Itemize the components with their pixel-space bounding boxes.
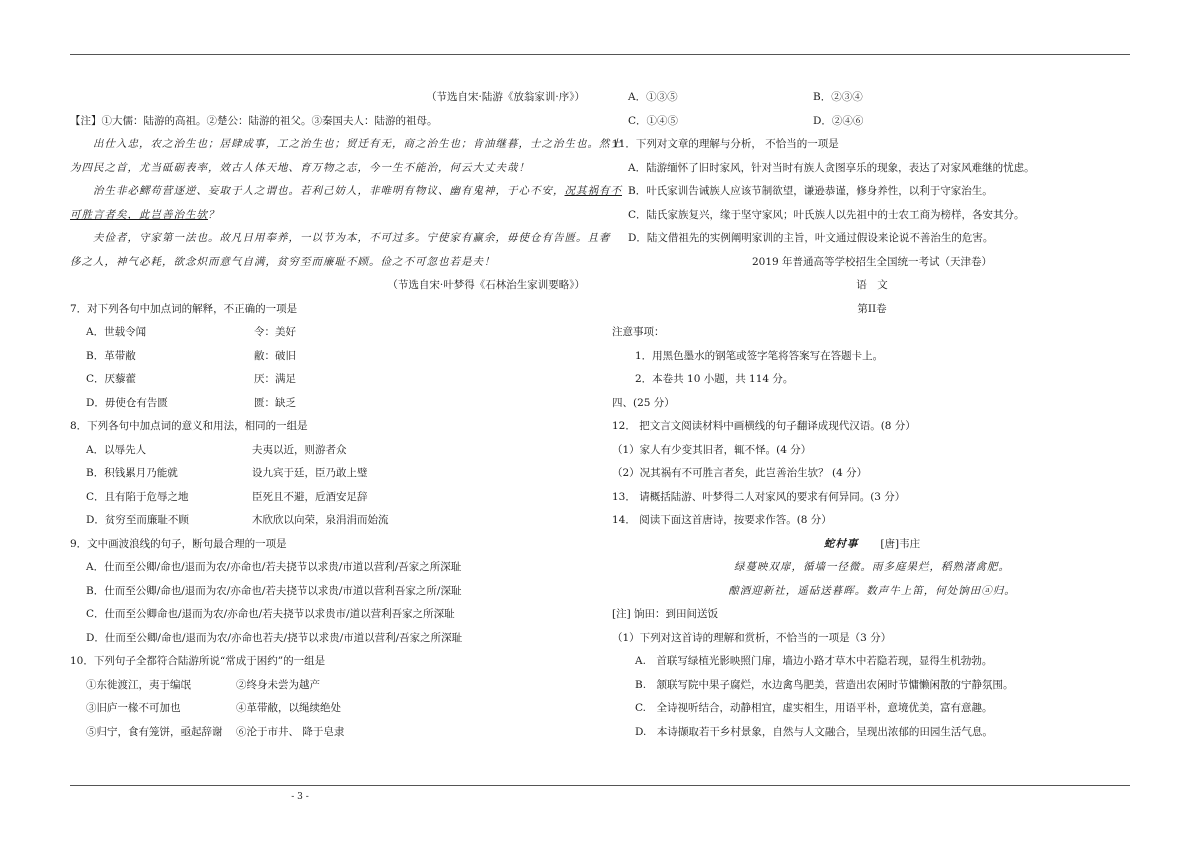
- question-8: 8．下列各句中加点词的意义和用法，相同的一组是: [70, 420, 308, 432]
- option-row: A．陆游缅怀了旧时家风，针对当时有族人贪图享乐的现象，表达了对家风难继的忧虑。: [628, 161, 1035, 174]
- passage-line: 夫俭者，守家第一法也。故凡日用奉养，一以节为本，不可过多。宁使家有赢余，毋使仓有告匮。且奢: [93, 232, 611, 244]
- option-row: [70, 439, 585, 463]
- passage-text: 治生非必鳏苟营逐逆、妄取于人之谓也。若利己妨人，非唯明有物议、幽有鬼神，于心不安，: [93, 185, 565, 197]
- sentence-item: ①东徙渡江，夷于编氓: [86, 678, 191, 691]
- sentence-pair: [70, 674, 585, 698]
- question-10: 10．下列句子全都符合陆游所说“常成于困约”的一组是: [70, 655, 326, 667]
- option-row: D．仕而至公卿/命也/退而为农/亦命也若夫/挠节以求贵/市道以营利/吾家之所深耻: [86, 631, 463, 644]
- subject-title: 语 文: [856, 279, 888, 291]
- sentence-pair: [70, 721, 585, 745]
- option-text: B．②③④: [813, 91, 863, 103]
- option-row: [70, 462, 585, 486]
- option-explanation: 敝：破旧: [254, 349, 296, 362]
- option-compare: 夫夷以近，则游者众: [252, 443, 347, 456]
- option-text: A．以辱先人: [86, 443, 147, 456]
- passage-line: 侈之人，神气必耗，欲念炽而意气自满，贫穷至而廉耻不顾。俭之不可忽也若是夫！: [70, 255, 496, 268]
- notice-heading: 注意事项：: [612, 326, 665, 338]
- notice-item: 1．用黑色墨水的钢笔或签字笔将答案写在答题卡上。: [635, 349, 884, 362]
- sentence-pair: [70, 697, 585, 721]
- option-row: [612, 86, 1132, 110]
- poem-author: [唐]韦庄: [880, 537, 921, 550]
- poem-note: [注] 饷田：到田间送饭: [612, 608, 719, 620]
- source-citation: （节选自宋·陆游《放翁家训·序》）: [426, 91, 585, 103]
- option-row: [612, 110, 1132, 134]
- question-9: 9．文中画波浪线的句子，断句最合理的一项是: [70, 537, 287, 550]
- sentence-item: ②终身未尝为越产: [236, 678, 320, 691]
- sub-question: （1）家人有少变其旧者，辄不怿。(4 分）: [612, 443, 812, 456]
- left-column: [70, 86, 622, 744]
- right-column: [612, 86, 1132, 744]
- sentence-item: ③旧庐一椽不可加也: [86, 702, 181, 714]
- option-row: [70, 345, 585, 369]
- option-row: [70, 321, 585, 345]
- question-14: 14． 阅读下面这首唐诗，按要求作答。(8 分）: [612, 514, 832, 526]
- option-row: [70, 486, 585, 510]
- option-row: C．仕而至公卿命也/退而为农/亦命也/若夫挠节以求贵市/道以营利吾家之所深耻: [86, 608, 455, 620]
- notice-item: 2．本卷共 10 小题，共 114 分。: [635, 373, 794, 385]
- option-row: D．陆文借祖先的实例阐明家训的主旨，叶文通过假设来论说不善治生的危害。: [628, 232, 994, 244]
- option-compare: 臣死且不避，卮酒安足辞: [252, 490, 368, 503]
- option-text: B．积钱累月乃能就: [86, 467, 178, 479]
- passage-line: 出仕入忠，农之治生也；居肆成事，工之治生也；贸迁有无，商之治生也；肯油继暮，士之治生也。然士: [93, 138, 622, 150]
- option-text: C．厌藜藿: [86, 373, 137, 385]
- option-row: B. 颔联写院中果子腐烂，水边禽鸟肥美，营造出农闲时节慵懒闲散的宁静氛围。: [635, 678, 1014, 691]
- option-row: [70, 392, 585, 416]
- option-row: C. 全诗视听结合，动静相宜，虚实相生，用语平朴，意境优美，富有意趣。: [635, 702, 993, 714]
- option-row: D. 本诗撷取若干乡村景象，自然与人文融合，呈现出浓郁的田园生活气息。: [635, 725, 993, 738]
- section-heading: 四、(25 分）: [612, 396, 675, 409]
- option-explanation: 令：美好: [254, 326, 296, 338]
- option-compare: 木欣欣以向荣，泉涓涓而始流: [252, 514, 389, 526]
- poem-title: 蛇村事: [823, 537, 859, 550]
- passage-text: ？: [208, 208, 220, 221]
- question-12: 12． 把文言文阅读材料中画横线的句子翻译成现代汉语。(8 分）: [612, 420, 916, 432]
- option-text: D．②④⑥: [813, 114, 864, 127]
- option-text: B．革带敝: [86, 349, 136, 362]
- option-text: D．贫穷至而廉耻不顾: [86, 514, 189, 526]
- question-7: 7．对下列各句中加点词的解释，不正确的一项是: [70, 302, 298, 315]
- underlined-sentence: 可胜言者矣，此岂善治生欤: [70, 208, 208, 221]
- volume-title: 第II卷: [857, 302, 887, 315]
- annotation-note: 【注】①大儒：陆游的高祖。②楚公：陆游的祖父。③秦国夫人：陆游的祖母。: [70, 114, 438, 127]
- sub-question: （2）况其祸有不可胜言者矣，此岂善治生欤？ (4 分）: [612, 467, 868, 479]
- option-row: A．仕而至公卿/命也/退而为农/亦命也/若夫挠节以求贵/市道以营利/吾家之所深耻: [86, 561, 462, 573]
- option-text: C．且有陷于危辱之地: [86, 490, 189, 503]
- poem-line: 绿蔓映双扉，循墙一径微。雨多庭果烂，稻熟渚禽肥。: [734, 561, 1010, 573]
- sub-question: （1）下列对这首诗的理解和赏析，不恰当的一项是（3 分）: [612, 631, 892, 644]
- source-citation: （节选自宋·叶梦得《石林治生家训要略》）: [387, 279, 585, 291]
- option-text: A．世载令闻: [86, 326, 147, 338]
- question-11: 11．下列对文章的理解与分析， 不恰当的一项是: [612, 138, 839, 150]
- sentence-item: ⑥沦于市井、 降于皂隶: [236, 725, 345, 738]
- question-13: 13． 请概括陆游、叶梦得二人对家风的要求有何异同。(3 分）: [612, 490, 906, 503]
- sentence-item: ⑤归宁，食有笼饼，亟起辞谢: [86, 725, 223, 738]
- passage-line: [70, 180, 622, 204]
- option-row: [70, 509, 585, 533]
- option-text: A．①③⑤: [628, 91, 678, 103]
- option-row: B．仕而至公卿/命也/退而为农/亦命也/若夫挠节以求贵/市道以营利吾家之所/深耻: [86, 584, 462, 597]
- underlined-sentence: 况其祸有不: [564, 185, 622, 197]
- sentence-item: ④革带敝，以绳续绝处: [236, 702, 341, 714]
- option-explanation: 匮：缺乏: [254, 396, 296, 409]
- poem-heading: [612, 533, 1132, 557]
- option-text: C．①④⑤: [628, 114, 679, 127]
- option-text: D．毋使仓有告匮: [86, 396, 168, 409]
- option-row: C．陆氏家族复兴，缘于坚守家风；叶氏族人以先祖中的士农工商为榜样，各安其分。: [628, 208, 1025, 221]
- exam-title: 2019 年普通高等学校招生全国统一考试（天津卷）: [751, 255, 993, 268]
- option-row: [70, 368, 585, 392]
- option-compare: 设九宾于廷，臣乃敢上璧: [252, 467, 368, 479]
- poem-line: 酿酒迎新社，遥砧送暮晖。数声牛上笛，何处饷田ⓐ归。: [728, 584, 1016, 597]
- passage-line: [70, 204, 585, 228]
- page-number: - 3 -: [291, 792, 309, 802]
- option-row: A. 首联写绿植光影映照门扉，墙边小路才草木中若隐若现，显得生机勃勃。: [635, 655, 993, 667]
- bottom-rule: [70, 785, 1130, 786]
- top-rule: [70, 54, 1130, 55]
- option-explanation: 厌：满足: [254, 373, 296, 385]
- passage-line: 为四民之首，尤当砥砺表率，效古人体天地、育万物之志，今一生不能治，何云大丈夫哉！: [70, 161, 530, 174]
- option-row: B．叶氏家训告诫族人应该节制欲望，谦逊恭谨，修身养性，以利于守家治生。: [628, 185, 993, 197]
